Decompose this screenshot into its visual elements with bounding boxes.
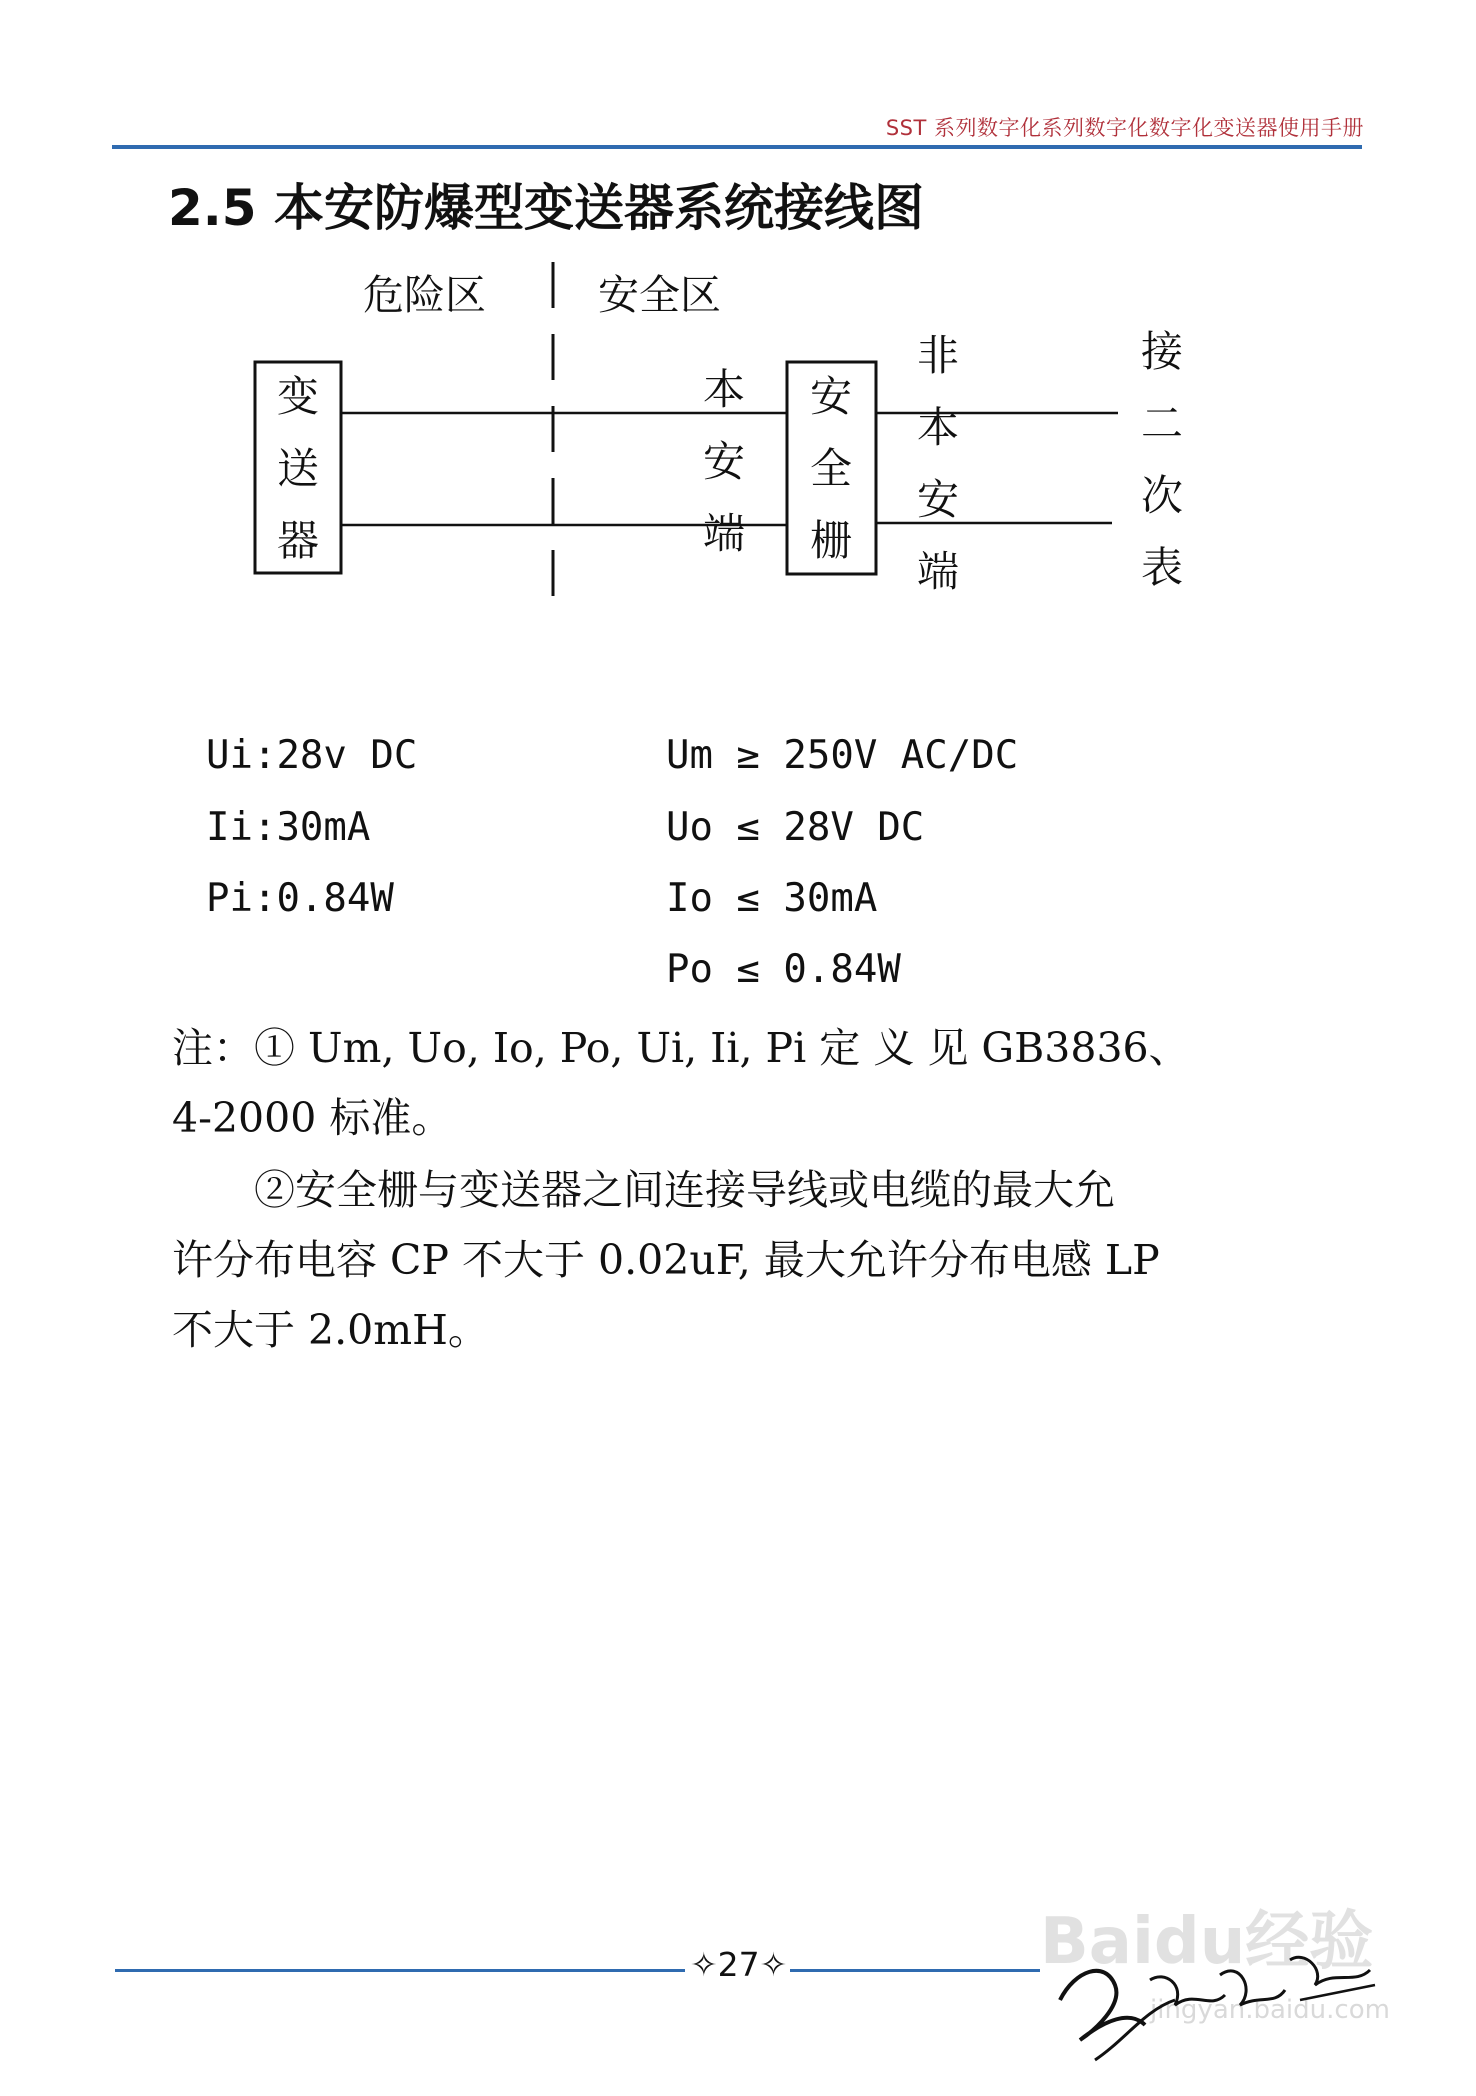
zone-safe-label: 安全区 <box>598 271 721 319</box>
note-1 <box>172 1013 1312 1153</box>
baidu-watermark: Baidu经验 <box>1040 1905 1374 1979</box>
param-io: Io ≤ 30mA <box>666 876 878 921</box>
footer-rule-left <box>115 1969 685 1972</box>
wiring-diagram <box>0 0 1476 700</box>
param-um: Um ≥ 250V AC/DC <box>666 733 1019 778</box>
note-2-line-3: 不大于 2.0mH。 <box>172 1306 489 1354</box>
note-2-line-2: 许分布电容 CP 不大于 0.02uF, 最大允许分布电感 LP <box>172 1236 1160 1284</box>
param-uo: Uo ≤ 28V DC <box>666 805 925 850</box>
param-ui: Ui:28v DC <box>206 733 418 778</box>
note-2-line-1: ②安全栅与变送器之间连接导线或电缆的最大允 <box>254 1166 1115 1214</box>
param-po: Po ≤ 0.84W <box>666 947 901 992</box>
transmitter-label: 变 送 器 <box>276 372 319 565</box>
note-1-line-2: 4-2000 标准。 <box>172 1094 453 1142</box>
note-2 <box>172 1155 1312 1365</box>
section-title: 2.5 本安防爆型变送器系统接线图 <box>168 179 924 237</box>
note-1-line-1: 注：① Um, Uo, Io, Po, Ui, Ii, Pi 定 义 见 GB3836、 <box>172 1024 1190 1072</box>
footer-rule-right <box>790 1969 1040 1972</box>
param-ii: Ii:30mA <box>206 805 371 850</box>
baidu-watermark-url: jingyan.baidu.com <box>1150 1995 1390 2025</box>
zone-hazardous-label: 危险区 <box>363 271 486 319</box>
signature-logo <box>1035 1890 1395 2080</box>
barrier-label: 安 全 栅 <box>809 372 852 565</box>
param-pi: Pi:0.84W <box>206 876 394 921</box>
manual-header-title: SST 系列数字化系列数字化数字化变送器使用手册 <box>885 116 1364 140</box>
page-number: ✧27✧ <box>690 1945 788 1984</box>
secondary-meter-label: 接 二 次 表 <box>1140 327 1183 592</box>
non-intrinsic-side-label: 非 本 安 端 <box>916 331 959 596</box>
intrinsic-side-label: 本 安 端 <box>702 365 745 558</box>
